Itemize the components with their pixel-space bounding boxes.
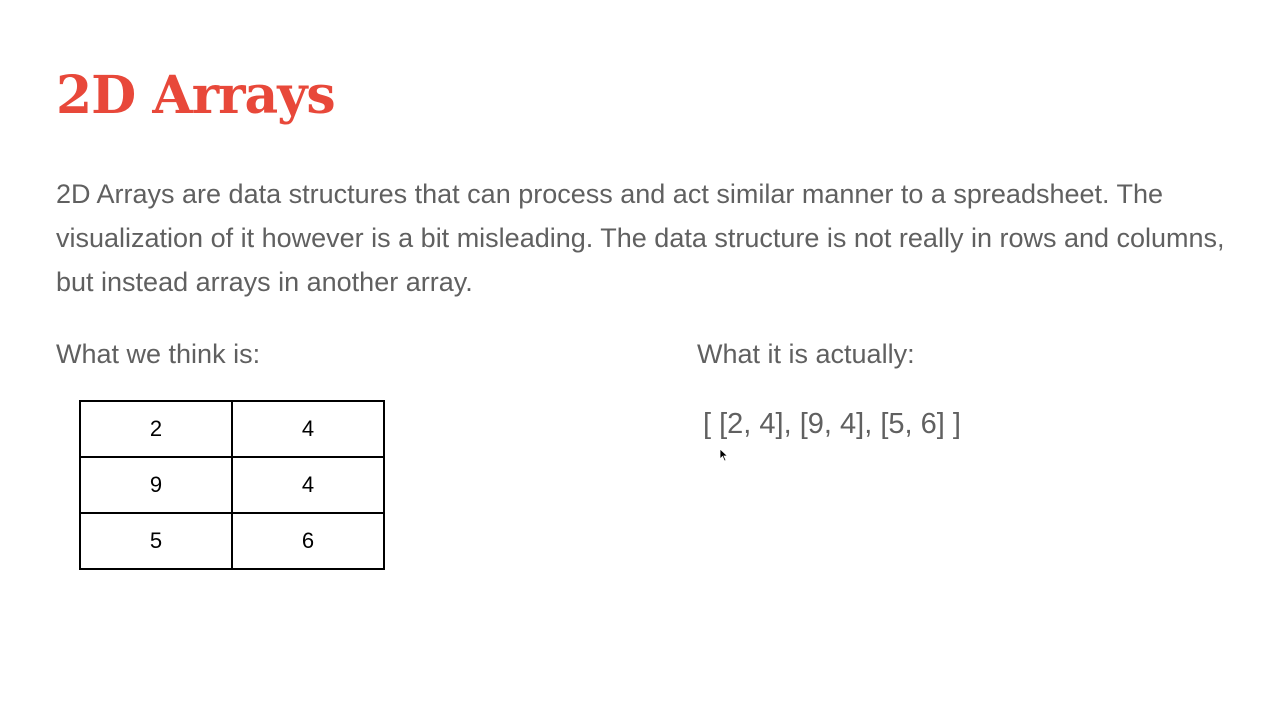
- table-cell: 2: [80, 401, 232, 457]
- array-literal: [ [2, 4], [9, 4], [5, 6] ]: [703, 408, 961, 440]
- slide-body-text: 2D Arrays are data structures that can process and act similar manner to a spreadsheet. The visualization of it however is a bit misleading. The data structure is not really in rows and columns, but instead arrays in another array.: [56, 179, 1225, 297]
- slide-title: 2D Arrays: [56, 65, 335, 126]
- mouse-pointer-icon: [719, 448, 729, 462]
- table-cell: 4: [232, 401, 384, 457]
- table-row: [80, 457, 384, 513]
- table-cell: 4: [232, 457, 384, 513]
- table-cell: 9: [80, 457, 232, 513]
- table-cell: 5: [80, 513, 232, 569]
- table-row: [80, 401, 384, 457]
- table-cell: 6: [232, 513, 384, 569]
- table-row: [80, 513, 384, 569]
- spreadsheet-grid: [79, 400, 385, 570]
- left-heading: What we think is:: [56, 339, 261, 369]
- right-heading: What it is actually:: [697, 339, 915, 369]
